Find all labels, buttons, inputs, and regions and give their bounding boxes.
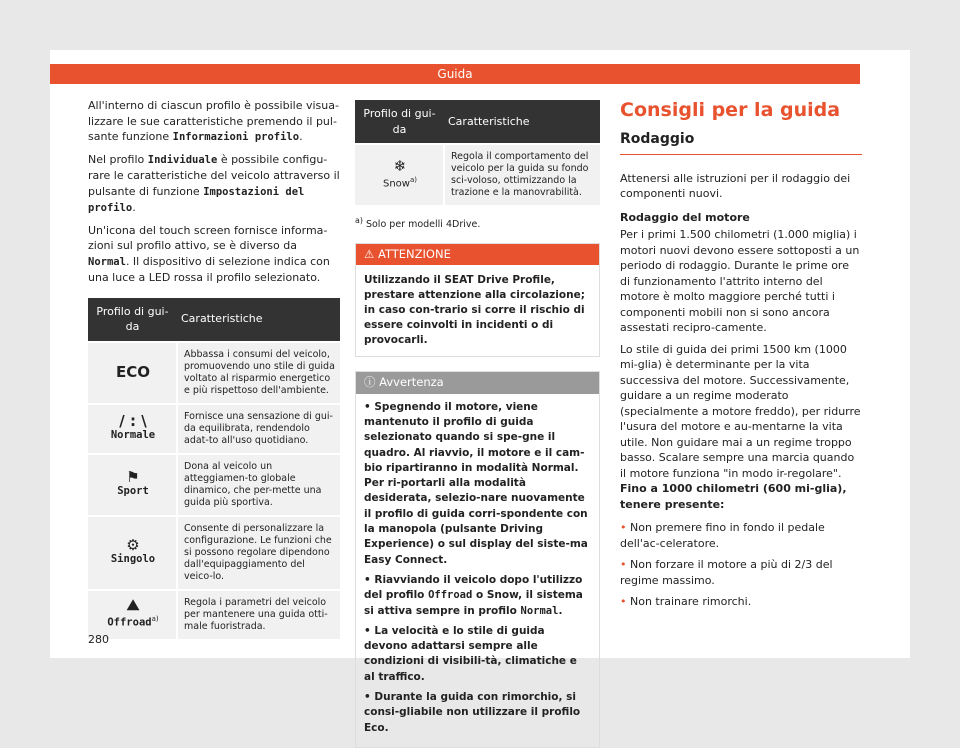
table-cell: Regola i parametri del veicolo per mantenere una guida otti-male fuoristrada. [177,590,340,639]
table-row: ⛰ Offroad$^{a)}$ Regola i parametri del veicolo per mantenere una guida otti-male fuoristrada. [88,590,340,639]
list-item: • Non forzare il motore a più di 2/3 del regime massimo. [620,558,833,587]
note-header: ⓘ Avvertenza [356,372,599,394]
table-cell: Abbassa i consumi del veicolo, promuovendo uno stile di guida voltato al risparmio energetico e più rispettoso dell'ambiente. [177,342,340,404]
table-cell: Consente di personalizzare la configurazione. Le funzioni che si possono regolare dipendono dall'equipaggiamento del veico-lo. [177,516,340,590]
table-row: ⚑ Sport Dona al veicolo un atteggiamen-to globale dinamico, che per-mette una guida più sportiva. [88,454,340,516]
footnote: $^{a)}$ Solo per modelli 4Drive. [355,216,481,231]
list-item: • Riavviando il veicolo dopo l'utilizzo del profilo Offroad o Snow, il sistema si attiva sempre in profilo Normal. [364,573,583,617]
list-item: • La velocità e lo stile di guida devono adattarsi sempre alle condizioni di visibili-tà, climatiche e al traffico. [364,624,577,683]
warning-body: Utilizzando il SEAT Drive Profile, prestare attenzione alla circolazione; in caso con-trario si corre il rischio di essere coinvolti in incidenti o di provocarli. [364,274,585,347]
table-cell: Dona al veicolo un atteggiamen-to globale dinamico, che per-mette una guida più sportiva. [177,454,340,516]
note-body [356,394,599,747]
table-row [88,342,340,404]
paragraph: Nel profilo Individuale è possibile configu-rare le caratteristiche del veicolo attraverso il pulsante di funzione Impostazioni del profilo. [88,152,340,214]
paragraph: Un'icona del touch screen fornisce informa-zioni sul profilo attivo, se è diverso da Normal. Il dispositivo di selezione indica con una luce a LED rossa il profilo selezionato. [88,223,330,284]
list-item: • Non premere fino in fondo il pedale dell'ac-celeratore. [620,521,825,550]
normal-mode-icon: / : \ [119,412,147,430]
list-item: • Spegnendo il motore, viene mantenuto il profilo di guida selezionato quando si spe-gne il quadro. Al riavvio, il motore e il cam-bio ripartiranno in modalità Normal. Per ri-portarli alla modalità desiderata, selezio-nare nuovamente il profilo di guida corri-spondente con la manopola (pulsante Driving Experience) o sul display del siste-ma Easy Connect. [364,400,588,566]
column-middle [355,100,600,748]
sport-flag-icon: ⚑ [126,468,140,486]
snowflake-icon: ❄ [393,156,407,175]
table-cell: Regola il comportamento del veicolo per la guida su fondo sci-voloso, ottimizzando la trazione e la manovrabilità. [444,144,600,205]
table-header-profile: Profilo di gui-da [355,100,444,144]
paragraph: Attenersi alle istruzioni per il rodaggio dei componenti nuovi. [620,171,851,200]
paragraph: Per i primi 1.500 chilometri (1.000 miglia) i motori nuovi devono essere sottoposti a un periodo di rodaggio. Durante le prime ore di funzionamento l'attrito interno del motore è molto maggiore perché tutti i componenti mobili non si sono ancora assestati recipro-camente. [620,228,860,334]
table-header-features: Caratteristiche [177,298,340,342]
subheading: Rodaggio del motore [620,210,750,224]
warning-triangle-icon: ⚠ [364,246,375,261]
table-header-features: Caratteristiche [444,100,600,144]
warning-box [355,243,600,358]
paragraph: Lo stile di guida dei primi 1500 km (1000 mi-glia) è determinante per la vita successiva del motore. Successivamente, guidare a un regime moderato (specialmente a motore freddo), per ridurre l'usura del motore e au-mentarne la vita utile. Non guidare mai a un regime troppo basso. Scalare sempre una marcia quando il motore funziona "in modo ir-regolare". Fino a 1000 chilometri (600 mi-glia), tenere presente: [620,342,861,511]
info-icon: ⓘ [364,375,376,390]
table-header-profile: Profilo di gui-da [88,298,177,342]
mountain-icon: ⛰ [126,596,140,615]
chapter-header: Guida [50,64,860,84]
table-cell: Fornisce una sensazione di gui-da equilibrata, rendendolo adat-to all'uso quotidiano. [177,404,340,454]
table-row: ⚙ Singolo Consente di personalizzare la configurazione. Le funzioni che si possono regolare dipendono dall'equipaggiamento del veico-lo. [88,516,340,590]
list-item: • Durante la guida con rimorchio, si consi-gliabile non utilizzare il profilo Eco. [364,691,581,734]
column-right [620,98,862,616]
page-number: 280 [88,633,109,646]
table-row: / : \ Normale Fornisce una sensazione di gui-da equilibrata, rendendolo adat-to all'uso quotidiano. [88,404,340,454]
list-item: • Non trainare rimorchi. [620,595,752,608]
section-title: Consigli per la guida [620,99,841,121]
paragraph: All'interno di ciascun profilo è possibile visua-lizzare le sue caratteristiche premendo il pul-sante funzione Informazioni profilo. [88,99,339,143]
warning-header: ⚠ ATTENZIONE [356,244,599,266]
table-row: ❄ Snow$^{a)}$ Regola il comportamento del veicolo per la guida su fondo sci-voloso, ottimizzando la trazione e la manovrabilità. [355,144,600,205]
driving-profile-table [88,298,340,639]
driving-profile-table-cont [355,100,600,205]
note-box [355,371,600,748]
section-subtitle: Rodaggio [620,132,862,155]
gear-icon: ⚙ [126,536,140,554]
eco-icon: ECO [115,362,150,381]
column-left [88,98,340,639]
